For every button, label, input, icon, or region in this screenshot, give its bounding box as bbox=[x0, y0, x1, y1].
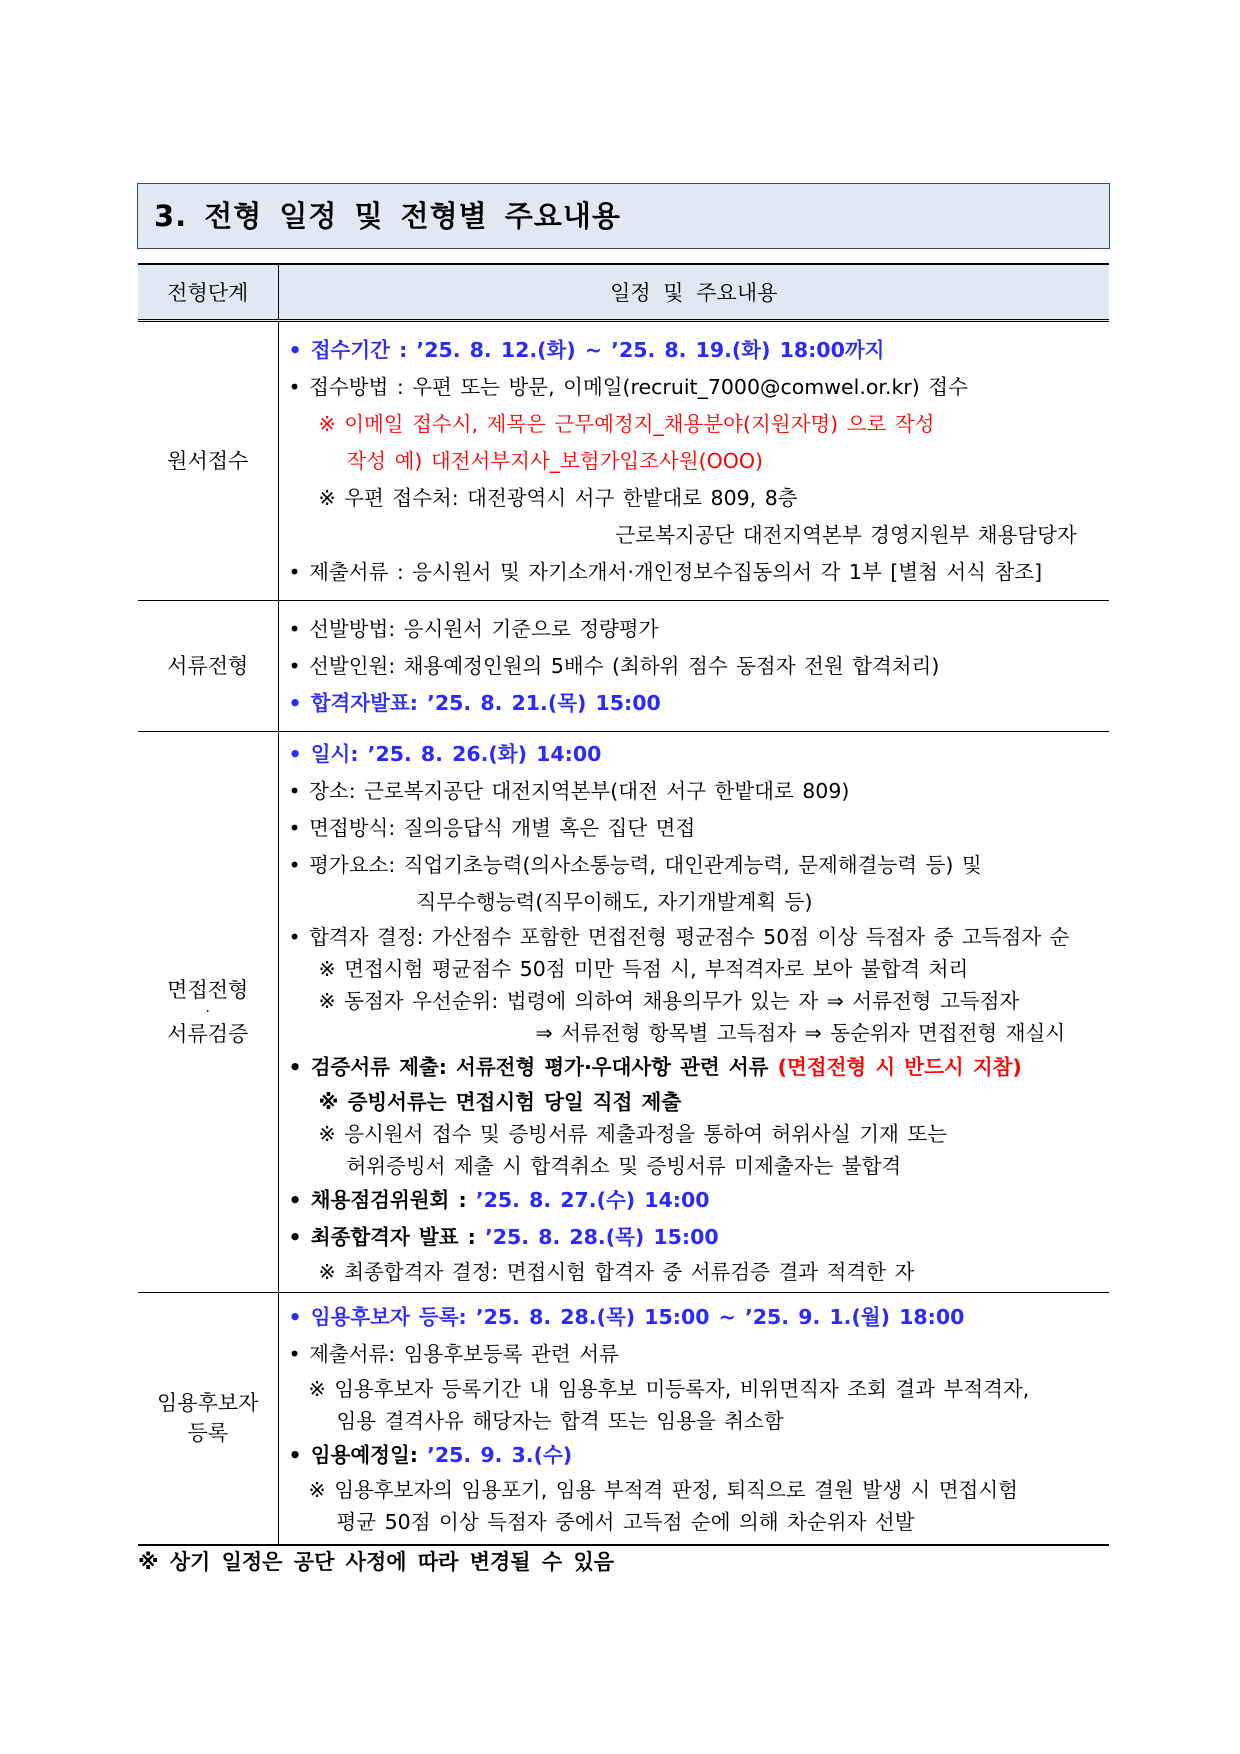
note-item: ※ 동점자 우선순위: 법령에 의하여 채용의무가 있는 자 ⇒ 서류전형 고득점자 bbox=[318, 989, 1020, 1013]
list-item-continuation: 직무수행능력(직무이해도, 자기개발계획 등) bbox=[416, 890, 813, 914]
list-item: • 합격자발표: ’25. 8. 21.(목) 15:00 bbox=[288, 690, 661, 715]
note-item: ※ 우편 접수처: 대전광역시 서구 한밭대로 809, 8층 bbox=[318, 485, 798, 510]
note-item: 평균 50점 이상 득점자 중에서 고득점 순에 의해 차순위자 선발 bbox=[336, 1509, 915, 1534]
note-item: 근로복지공단 대전지역본부 경영지원부 채용담당자 bbox=[615, 522, 1077, 547]
note-item: ※ 면접시험 평균점수 50점 미만 득점 시, 부적격자로 보아 불합격 처리 bbox=[318, 957, 969, 981]
list-item: • 임용후보자 등록: ’25. 8. 28.(목) 15:00 ~ ’25. 9. 1.(월) 18:00 bbox=[288, 1304, 965, 1329]
stage-label: 원서접수 bbox=[167, 449, 249, 473]
stage-cell bbox=[138, 732, 278, 1293]
must-bring-notice: (면접전형 시 반드시 지참) bbox=[777, 1055, 1022, 1079]
list-item: • 면접방식: 질의응답식 개별 혹은 집단 면접 bbox=[288, 816, 696, 840]
stage-label: 서류전형 bbox=[167, 654, 249, 678]
table-row-application bbox=[138, 321, 1109, 601]
stage-cell bbox=[138, 601, 278, 732]
list-item: • 최종합격자 발표 : ’25. 8. 28.(목) 15:00 bbox=[288, 1225, 719, 1249]
list-item: • 장소: 근로복지공단 대전지역본부(대전 서구 한밭대로 809) bbox=[288, 779, 850, 803]
verification-docs-text: • 검증서류 제출: 서류전형 평가·우대사항 관련 서류 bbox=[288, 1055, 769, 1079]
note-item: 임용 결격사유 해당자는 합격 또는 임용을 취소함 bbox=[336, 1408, 784, 1433]
schedule-table bbox=[138, 263, 1109, 1546]
section-title: 3. 전형 일정 및 전형별 주요내용 bbox=[137, 183, 1110, 249]
note-item: 작성 예) 대전서부지사_보험가입조사원(OOO) bbox=[346, 448, 764, 473]
note-item: ※ 증빙서류는 면접시험 당일 직접 제출 bbox=[318, 1090, 682, 1114]
list-item: • 임용예정일: ’25. 9. 3.(수) bbox=[288, 1442, 573, 1467]
content-cell bbox=[278, 321, 1109, 601]
table-row-document-screening bbox=[138, 601, 1109, 732]
note-item: ※ 임용후보자 등록기간 내 임용후보 미등록자, 비위면직자 조회 결과 부적격자, bbox=[308, 1376, 1030, 1401]
stage-cell bbox=[138, 1293, 278, 1545]
stage-cell bbox=[138, 321, 278, 601]
list-item: • 제출서류 : 응시원서 및 자기소개서·개인정보수집동의서 각 1부 [별첨 서식 참조] bbox=[288, 559, 1043, 584]
note-item: 허위증빙서 제출 시 합격취소 및 증빙서류 미제출자는 불합격 bbox=[346, 1154, 902, 1178]
header-stage: 전형단계 bbox=[138, 264, 278, 321]
list-item bbox=[289, 1182, 1102, 1219]
list-item: • 제출서류: 임용후보등록 관련 서류 bbox=[288, 1341, 619, 1366]
list-item: • 일시: ’25. 8. 26.(화) 14:00 bbox=[288, 742, 602, 766]
note-item: ※ 최종합격자 결정: 면접시험 합격자 중 서류검증 결과 적격한 자 bbox=[318, 1260, 915, 1284]
committee-date: • 채용점검위원회 : ’25. 8. 27.(수) 14:00 bbox=[288, 1188, 710, 1212]
list-item: • 선발방법: 응시원서 기준으로 정량평가 bbox=[288, 616, 659, 641]
stage-separator: · bbox=[205, 1004, 210, 1020]
note-item: ※ 임용후보자의 임용포기, 임용 부적격 판정, 퇴직으로 결원 발생 시 면접시험 bbox=[308, 1477, 1018, 1502]
note-item: ※ 응시원서 접수 및 증빙서류 제출과정을 통하여 허위사실 기재 또는 bbox=[318, 1122, 948, 1146]
content-cell bbox=[278, 1293, 1109, 1545]
list-item: • 접수방법 : 우편 또는 방문, 이메일(recruit_7000@comwel.or.kr) 접수 bbox=[288, 374, 968, 399]
header-content: 일정 및 주요내용 bbox=[278, 264, 1109, 321]
list-item: • 접수기간 : ’25. 8. 12.(화) ~ ’25. 8. 19.(화) 18:00까지 bbox=[288, 337, 885, 362]
list-item: • 합격자 결정: 가산점수 포함한 면접전형 평균점수 50점 이상 득점자 중 고득점자 순 bbox=[288, 925, 1070, 949]
stage-label: 서류검증 bbox=[167, 1022, 249, 1046]
stage-label: 임용후보자 bbox=[157, 1391, 259, 1416]
note-item: ※ 이메일 접수시, 제목은 근무예정지_채용분야(지원자명) 으로 작성 bbox=[318, 411, 935, 436]
stage-label: 면접전형 bbox=[167, 978, 249, 1002]
list-item: • 평가요소: 직업기초능력(의사소통능력, 대인관계능력, 문제해결능력 등) 및 bbox=[288, 853, 982, 877]
table-row-candidate-registration bbox=[138, 1293, 1109, 1545]
content-cell bbox=[278, 601, 1109, 732]
table-row-interview bbox=[138, 732, 1109, 1293]
footnote: ※ 상기 일정은 공단 사정에 따라 변경될 수 있음 bbox=[138, 1550, 615, 1574]
stage-label: 등록 bbox=[187, 1421, 229, 1446]
table-header-row bbox=[138, 264, 1109, 321]
content-cell bbox=[278, 732, 1109, 1293]
list-item: • 선발인원: 채용예정인원의 5배수 (최하위 점수 동점자 전원 합격처리) bbox=[288, 653, 940, 678]
list-item bbox=[289, 1049, 1102, 1086]
note-item: ⇒ 서류전형 항목별 고득점자 ⇒ 동순위자 면접전형 재실시 bbox=[535, 1021, 1066, 1045]
